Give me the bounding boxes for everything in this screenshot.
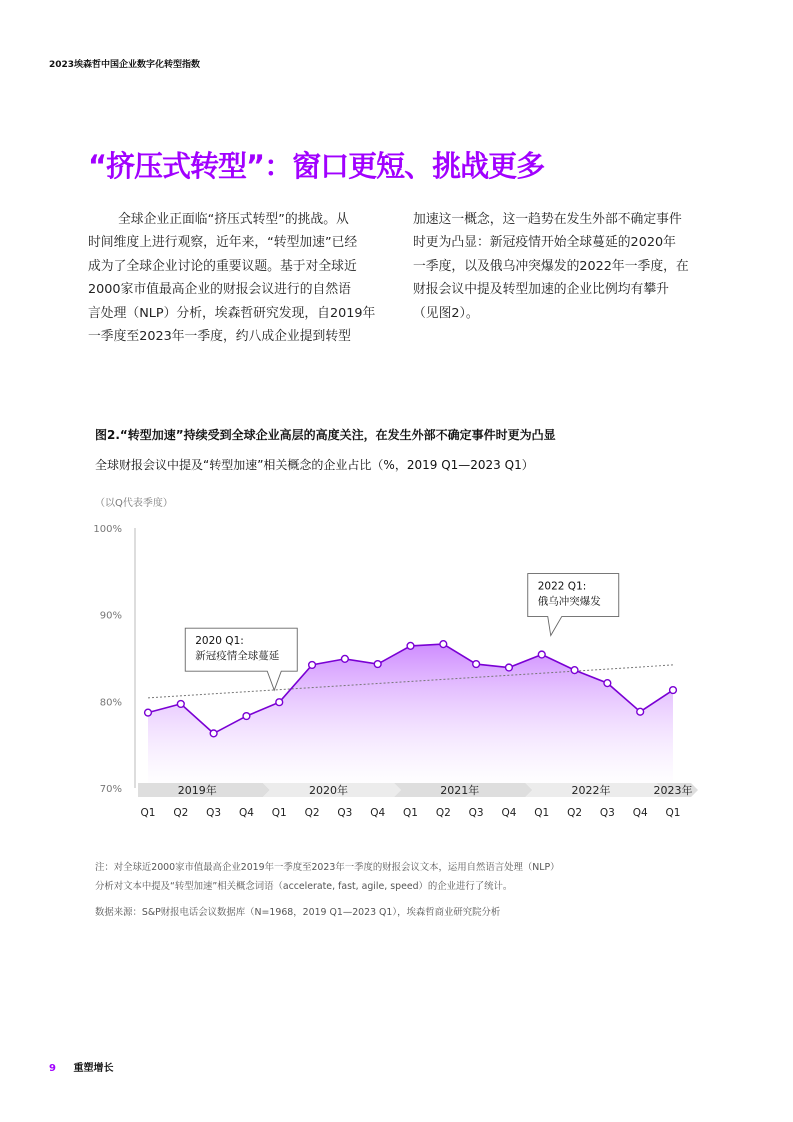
x-tick-label: Q3	[337, 807, 353, 819]
data-point	[210, 730, 217, 737]
body-column-left	[88, 208, 388, 348]
data-point	[276, 699, 283, 706]
data-point	[637, 708, 644, 715]
page-footer	[49, 1059, 113, 1074]
x-tick-label: Q3	[599, 807, 615, 819]
annotation-text: 2022 Q1:	[537, 580, 587, 593]
x-tick-label: Q3	[206, 807, 222, 819]
x-tick-label: Q2	[173, 807, 189, 819]
body-column-right	[413, 208, 713, 325]
x-tick-label: Q2	[435, 807, 451, 819]
header-title: 2023埃森哲中国企业数字化转型指数	[49, 60, 201, 70]
body-line: 成为了全球企业讨论的重要议题。基于对全球近	[88, 258, 357, 274]
data-point	[506, 664, 513, 671]
body-line: （见图2）。	[413, 305, 479, 321]
x-tick-label: Q1	[140, 807, 156, 819]
year-label: 2023年	[653, 784, 693, 797]
data-point	[440, 641, 447, 648]
annotation-text: 2020 Q1:	[195, 635, 244, 648]
note-line: 注：对全球近2000家市值最高企业2019年一季度至2023年一季度的财报会议文本，运用自然语言处理（NLP）	[95, 862, 560, 873]
x-tick-label: Q2	[304, 807, 320, 819]
year-label: 2020年	[308, 784, 348, 797]
data-point	[145, 709, 152, 716]
year-label: 2021年	[440, 784, 480, 797]
body-line: 全球企业正面临“挤压式转型”的挑战。从	[118, 212, 349, 227]
body-line: 一季度，以及俄乌冲突爆发的2022年一季度，在	[413, 258, 689, 274]
figure-subtitle: 全球财报会议中提及“转型加速”相关概念的企业占比（%，2019 Q1—2023 Q1）	[95, 458, 534, 472]
page-headline: “挤压式转型”：窗口更短、挑战更多	[88, 149, 545, 183]
x-tick-label: Q4	[370, 807, 386, 819]
data-point	[309, 662, 316, 669]
body-line: 一季度至2023年一季度，约八成企业提到转型	[88, 329, 351, 345]
y-tick-label: 90%	[99, 610, 122, 622]
body-line: 财报会议中提及转型加速的企业比例均有攀升	[413, 282, 669, 298]
figure-note: （以Q代表季度）	[95, 498, 173, 509]
data-point	[604, 680, 611, 687]
data-point	[407, 642, 414, 649]
x-tick-label: Q4	[501, 807, 517, 819]
annotation-text: 新冠疫情全球蔓延	[195, 650, 280, 663]
x-tick-label: Q1	[534, 807, 550, 819]
note-line: 分析对文本中提及“转型加速”相关概念词语（accelerate, fast, agile, speed）的企业进行了统计。	[95, 881, 513, 892]
chart-notes	[95, 858, 655, 896]
data-point	[177, 701, 184, 708]
body-line: 时更为凸显：新冠疫情开始全球蔓延的2020年	[413, 235, 676, 251]
section-name: 重塑增长	[73, 1063, 114, 1074]
x-tick-label: Q1	[271, 807, 287, 819]
x-tick-label: Q2	[567, 807, 583, 819]
data-point	[571, 667, 578, 674]
body-line: 时间维度上进行观察，近年来，“转型加速”已经	[88, 235, 358, 251]
page-number: 9	[49, 1063, 56, 1074]
figure-title: 图2.“转型加速”持续受到全球企业高层的高度关注，在发生外部不确定事件时更为凸显	[95, 428, 556, 442]
x-tick-label: Q3	[468, 807, 484, 819]
data-point	[341, 655, 348, 662]
year-label: 2022年	[571, 784, 611, 797]
x-tick-label: Q1	[403, 807, 418, 819]
data-point	[243, 713, 250, 720]
data-point	[374, 661, 381, 668]
year-label: 2019年	[177, 784, 217, 797]
trend-chart	[80, 515, 720, 835]
y-tick-label: 100%	[93, 524, 122, 535]
body-line: 2000家市值最高企业的财报会议进行的自然语	[88, 282, 351, 298]
data-source: 数据来源：S&P财报电话会议数据库（N=1968，2019 Q1—2023 Q1），埃森哲商业研究院分析	[95, 907, 501, 918]
data-point	[473, 661, 480, 668]
x-tick-label: Q4	[632, 807, 648, 819]
annotation-text: 俄乌冲突爆发	[537, 595, 601, 608]
x-tick-label: Q4	[238, 807, 254, 819]
y-tick-label: 80%	[99, 697, 122, 709]
body-line: 加速这一概念，这一趋势在发生外部不确定事件	[413, 212, 682, 227]
body-line: 言处理（NLP）分析，埃森哲研究发现，自2019年	[88, 305, 376, 321]
data-point	[538, 651, 545, 658]
data-point	[670, 687, 677, 694]
y-tick-label: 70%	[99, 784, 122, 795]
x-tick-label: Q1	[665, 807, 681, 819]
